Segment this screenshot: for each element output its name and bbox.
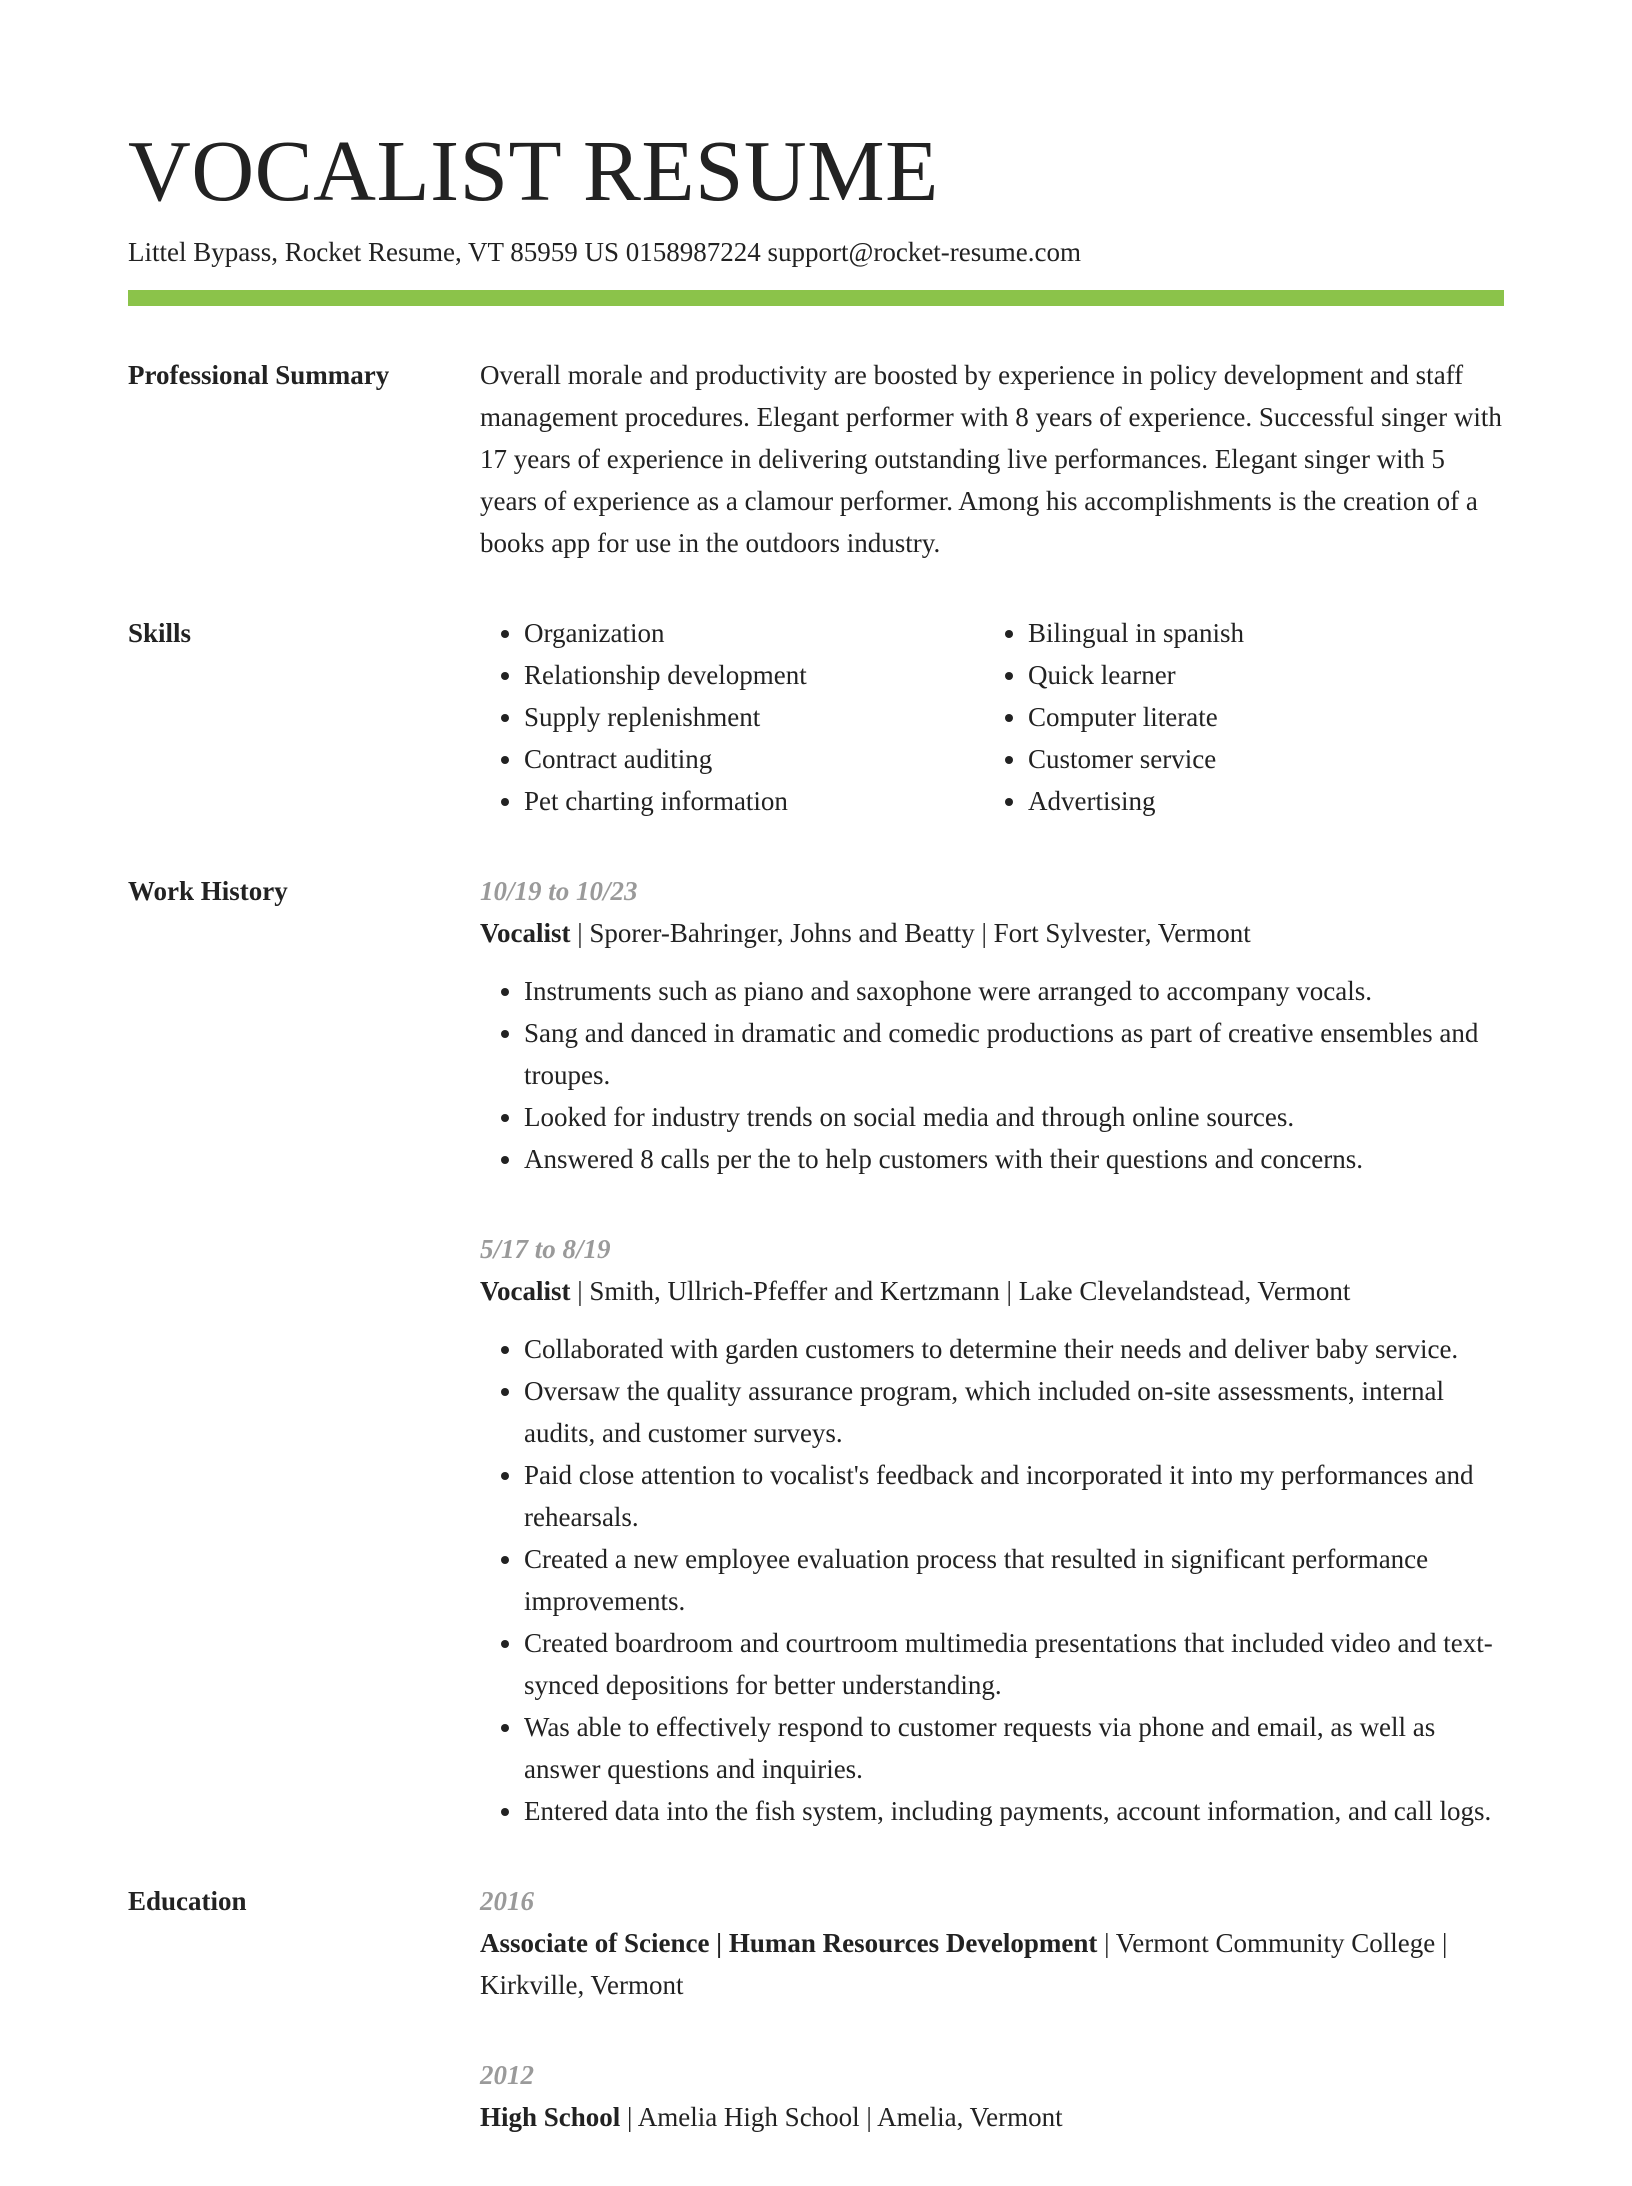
skill-item: • Advertising xyxy=(1028,780,1488,822)
resume-page xyxy=(128,0,1504,2186)
education-entry xyxy=(480,1880,1504,2006)
education-line xyxy=(480,1922,1504,2006)
education-degree: Associate of Science | Human Resources Development xyxy=(480,1928,1098,1958)
summary-section xyxy=(128,354,1504,564)
job-bullet: • Instruments such as piano and saxophone were arranged to accompany vocals. xyxy=(524,970,1504,1012)
job-date: 10/19 to 10/23 xyxy=(480,876,638,906)
education-details: | Amelia High School | Amelia, Vermont xyxy=(620,2102,1063,2132)
education-entry xyxy=(480,2054,1504,2138)
job-details: | Sporer-Bahringer, Johns and Beatty | Fort Sylvester, Vermont xyxy=(570,918,1251,948)
skill-item: • Quick learner xyxy=(1028,654,1488,696)
job-bullets xyxy=(480,1328,1504,1832)
education-date: 2012 xyxy=(480,2060,534,2090)
skill-item: • Computer literate xyxy=(1028,696,1488,738)
job-bullet: • Entered data into the fish system, including payments, account information, and call logs. xyxy=(524,1790,1504,1832)
job-title: Vocalist xyxy=(480,918,571,948)
resume-title: VOCALIST RESUME xyxy=(128,122,939,219)
job-bullet: • Collaborated with garden customers to determine their needs and deliver baby service. xyxy=(524,1328,1504,1370)
header-divider xyxy=(128,290,1504,306)
job-entry xyxy=(480,870,1504,1180)
education-details: | Vermont Community College | Kirkville, Vermont xyxy=(480,1928,1448,2000)
skills-column-left xyxy=(480,612,984,822)
skill-item: • Customer service xyxy=(1028,738,1488,780)
contact-line: Littel Bypass, Rocket Resume, VT 85959 US 0158987224 support@rocket-resume.com xyxy=(128,237,1082,267)
job-bullet: • Oversaw the quality assurance program, which included on-site assessments, internal audits, and customer surveys. xyxy=(524,1370,1504,1454)
job-bullet: • Created a new employee evaluation process that resulted in significant performance improvements. xyxy=(524,1538,1504,1622)
skill-item: • Supply replenishment xyxy=(524,696,984,738)
skills-label: Skills xyxy=(128,618,192,648)
job-bullet: • Answered 8 calls per the to help customers with their questions and concerns. xyxy=(524,1138,1504,1180)
work-history-section xyxy=(128,870,1504,1832)
job-bullet: • Paid close attention to vocalist's feedback and incorporated it into my performances and rehearsals. xyxy=(524,1454,1504,1538)
skill-item: • Bilingual in spanish xyxy=(1028,612,1488,654)
education-date: 2016 xyxy=(480,1886,534,1916)
job-bullet: • Created boardroom and courtroom multimedia presentations that included video and text-synced depositions for better understanding. xyxy=(524,1622,1504,1706)
job-role-line xyxy=(480,912,1504,954)
skill-item: • Contract auditing xyxy=(524,738,984,780)
job-bullet: • Looked for industry trends on social media and through online sources. xyxy=(524,1096,1504,1138)
job-bullet: • Was able to effectively respond to customer requests via phone and email, as well as answer questions and inquiries. xyxy=(524,1706,1504,1790)
job-entry xyxy=(480,1228,1504,1832)
education-line xyxy=(480,2096,1504,2138)
summary-label: Professional Summary xyxy=(128,360,390,390)
education-section xyxy=(128,1880,1504,2186)
job-date: 5/17 to 8/19 xyxy=(480,1234,611,1264)
skill-item: • Relationship development xyxy=(524,654,984,696)
skills-column-right xyxy=(984,612,1488,822)
job-bullets xyxy=(480,970,1504,1180)
job-bullet: • Sang and danced in dramatic and comedic productions as part of creative ensembles and troupes. xyxy=(524,1012,1504,1096)
summary-text: Overall morale and productivity are boosted by experience in policy development and staff management procedures. Elegant performer with 8 years of experience. Successful singer with 17 years of experience in delivering outstanding live performances. Elegant singer with 5 years of experience as a clamour performer. Among his accomplishments is the creation of a books app for use in the outdoors industry. xyxy=(480,360,1502,558)
job-details: | Smith, Ullrich-Pfeffer and Kertzmann | Lake Clevelandstead, Vermont xyxy=(570,1276,1351,1306)
education-degree: High School xyxy=(480,2102,621,2132)
education-label: Education xyxy=(128,1886,247,1916)
skill-item: • Pet charting information xyxy=(524,780,984,822)
skill-item: • Organization xyxy=(524,612,984,654)
job-title: Vocalist xyxy=(480,1276,571,1306)
job-role-line xyxy=(480,1270,1504,1312)
work-history-label: Work History xyxy=(128,876,288,906)
skills-section xyxy=(128,612,1504,822)
